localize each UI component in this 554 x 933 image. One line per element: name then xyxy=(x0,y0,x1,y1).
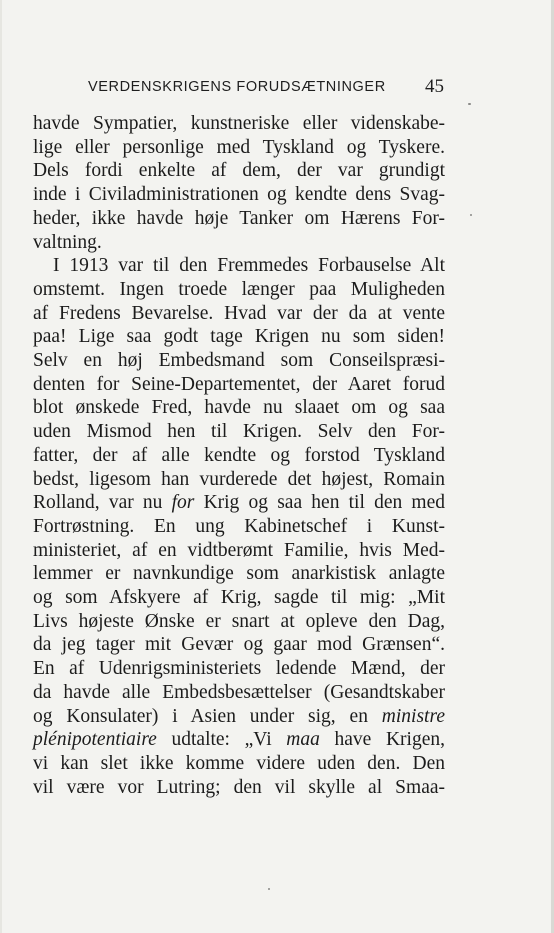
text-segment: vi kan slet ikke komme videre uden den. Den xyxy=(33,752,445,774)
running-title: VERDENSKRIGENS FORUDSÆTNINGER xyxy=(88,79,386,95)
text-segment: uden Mismod hen til Krigen. Selv den For- xyxy=(33,421,445,443)
text-segment: lemmer er navnkundige som anarkistisk anlagte xyxy=(33,563,445,585)
text-line xyxy=(33,610,445,634)
running-head xyxy=(88,76,444,100)
print-speck xyxy=(268,888,270,890)
text-segment: I 1913 var til den Fremmedes Forbauselse Alt xyxy=(53,255,445,277)
text-line xyxy=(33,396,445,420)
italic-text: plénipotentiaire xyxy=(33,729,157,751)
text-line xyxy=(33,657,445,681)
text-segment: havde Sympatier, kunstneriske eller videnskabe- xyxy=(33,113,445,134)
text-segment: have Krigen, xyxy=(319,729,445,751)
text-line xyxy=(33,728,445,752)
text-line xyxy=(33,112,445,136)
text-segment: paa! Lige saa godt tage Krigen nu som siden! xyxy=(33,326,445,348)
text-segment: denten for Seine-Departementet, der Aaret forud xyxy=(33,373,445,395)
text-line xyxy=(33,562,445,586)
text-line xyxy=(33,302,445,326)
text-segment: bedst, ligesom han vurderede det højest, Romain xyxy=(33,468,445,490)
text-line xyxy=(33,633,445,657)
page-number: 45 xyxy=(425,76,444,97)
text-segment: udtalte: „Vi xyxy=(156,729,287,751)
text-line xyxy=(33,325,445,349)
text-line xyxy=(33,420,445,444)
text-line xyxy=(33,278,445,302)
text-line xyxy=(33,254,445,278)
text-line xyxy=(33,349,445,373)
text-line xyxy=(33,752,445,776)
text-line xyxy=(33,515,445,539)
text-line xyxy=(33,539,445,563)
text-line xyxy=(33,207,445,231)
text-segment: En af Udenrigsministeriets ledende Mænd, der xyxy=(33,658,445,680)
text-segment: og Konsulater) i Asien under sig, en xyxy=(33,705,382,727)
text-line xyxy=(33,373,445,397)
print-speck xyxy=(470,214,472,216)
text-segment: ministeriet, af en vidtberømt Familie, hvis Med- xyxy=(33,539,445,561)
text-segment: valtning. xyxy=(33,231,102,253)
text-line xyxy=(33,136,445,160)
text-line xyxy=(33,159,445,183)
text-line xyxy=(33,776,445,800)
text-line xyxy=(33,681,445,705)
text-segment: Krig og saa hen til den med xyxy=(194,492,445,514)
text-segment: da jeg tager mit Gevær og gaar mod Grænsen“. xyxy=(33,634,445,656)
body-text xyxy=(33,112,445,799)
text-line xyxy=(33,705,445,729)
text-segment: fatter, der af alle kendte og forstod Tyskland xyxy=(33,444,445,466)
text-segment: heder, ikke havde høje Tanker om Hærens For- xyxy=(33,207,445,229)
text-line xyxy=(33,586,445,610)
page-left-edge xyxy=(0,0,2,933)
text-segment: Rolland, var nu xyxy=(33,492,172,514)
text-line xyxy=(33,468,445,492)
text-line xyxy=(33,183,445,207)
italic-text: maa xyxy=(286,729,320,751)
text-segment: vil være vor Lutring; den vil skylle al Smaa- xyxy=(33,776,445,798)
text-segment: og som Afskyere af Krig, sagde til mig: „Mit xyxy=(33,587,445,609)
text-segment: Fortrøstning. En ung Kabinetschef i Kunst- xyxy=(33,515,445,537)
text-line xyxy=(33,491,445,515)
text-segment: Livs højeste Ønske er snart at opleve den Dag, xyxy=(33,610,445,632)
text-segment: lige eller personlige med Tyskland og Tyskere. xyxy=(33,136,445,158)
text-segment: omstemt. Ingen troede længer paa Muligheden xyxy=(33,278,445,300)
text-line xyxy=(33,444,445,468)
text-segment: Dels fordi enkelte af dem, der var grundigt xyxy=(33,160,445,182)
italic-text: for xyxy=(171,492,195,514)
text-segment: blot ønskede Fred, havde nu slaaet om og saa xyxy=(33,397,445,419)
text-segment: af Fredens Bevarelse. Hvad var der da at vente xyxy=(33,302,445,324)
text-segment: Selv en høj Embedsmand som Conseilspræsi- xyxy=(33,350,445,372)
text-line xyxy=(33,231,445,255)
italic-text: ministre xyxy=(381,705,445,727)
text-segment: inde i Civiladministrationen og kendte dens Svag- xyxy=(33,184,445,206)
print-speck xyxy=(468,103,471,105)
text-segment: da havde alle Embedsbesættelser (Gesandtskaber xyxy=(33,681,445,703)
